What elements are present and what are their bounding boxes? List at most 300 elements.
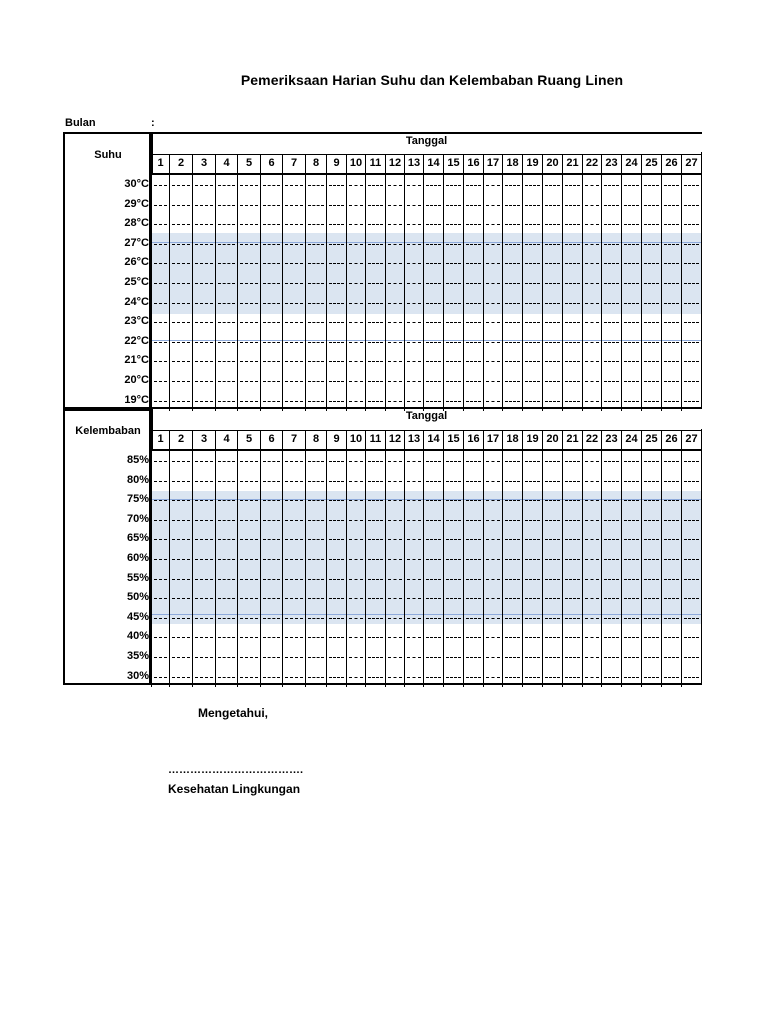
entry-cell[interactable] — [483, 332, 502, 352]
entry-cell[interactable] — [346, 647, 365, 667]
entry-cell[interactable] — [282, 549, 305, 569]
entry-cell[interactable] — [542, 490, 562, 510]
entry-cell[interactable] — [582, 510, 601, 530]
entry-cell[interactable] — [522, 253, 542, 273]
entry-cell[interactable] — [169, 371, 192, 391]
entry-cell[interactable] — [346, 451, 365, 471]
entry-cell[interactable] — [385, 490, 404, 510]
entry-cell[interactable] — [346, 371, 365, 391]
entry-cell[interactable] — [463, 510, 483, 530]
entry-cell[interactable] — [192, 253, 215, 273]
entry-cell[interactable] — [582, 608, 601, 628]
entry-cell[interactable] — [641, 451, 661, 471]
entry-cell[interactable] — [562, 253, 582, 273]
entry-cell[interactable] — [601, 490, 621, 510]
entry-cell[interactable] — [463, 351, 483, 371]
entry-cell[interactable] — [443, 510, 463, 530]
entry-cell[interactable] — [260, 588, 282, 608]
entry-cell[interactable] — [237, 588, 260, 608]
entry-cell[interactable] — [562, 273, 582, 293]
entry-cell[interactable] — [681, 253, 701, 273]
entry-cell[interactable] — [326, 234, 346, 254]
entry-cell[interactable] — [385, 312, 404, 332]
entry-cell[interactable] — [169, 253, 192, 273]
entry-cell[interactable] — [423, 490, 443, 510]
entry-cell[interactable] — [260, 234, 282, 254]
entry-cell[interactable] — [423, 253, 443, 273]
entry-cell[interactable] — [305, 175, 326, 195]
entry-cell[interactable] — [326, 332, 346, 352]
entry-cell[interactable] — [365, 293, 385, 313]
entry-cell[interactable] — [237, 351, 260, 371]
entry-cell[interactable] — [621, 214, 641, 234]
entry-cell[interactable] — [463, 529, 483, 549]
entry-cell[interactable] — [542, 529, 562, 549]
entry-cell[interactable] — [502, 529, 522, 549]
entry-cell[interactable] — [463, 214, 483, 234]
entry-cell[interactable] — [443, 569, 463, 589]
entry-cell[interactable] — [423, 451, 443, 471]
entry-cell[interactable] — [237, 569, 260, 589]
entry-cell[interactable] — [423, 351, 443, 371]
entry-cell[interactable] — [151, 332, 169, 352]
entry-cell[interactable] — [215, 471, 237, 491]
entry-cell[interactable] — [151, 273, 169, 293]
entry-cell[interactable] — [151, 312, 169, 332]
entry-cell[interactable] — [582, 195, 601, 215]
entry-cell[interactable] — [621, 175, 641, 195]
entry-cell[interactable] — [661, 529, 681, 549]
entry-cell[interactable] — [423, 293, 443, 313]
entry-cell[interactable] — [601, 253, 621, 273]
entry-cell[interactable] — [385, 627, 404, 647]
entry-cell[interactable] — [260, 312, 282, 332]
entry-cell[interactable] — [404, 351, 423, 371]
entry-cell[interactable] — [385, 332, 404, 352]
entry-cell[interactable] — [483, 371, 502, 391]
entry-cell[interactable] — [423, 214, 443, 234]
entry-cell[interactable] — [661, 627, 681, 647]
entry-cell[interactable] — [282, 371, 305, 391]
entry-cell[interactable] — [151, 549, 169, 569]
entry-cell[interactable] — [681, 608, 701, 628]
entry-cell[interactable] — [621, 312, 641, 332]
entry-cell[interactable] — [346, 510, 365, 530]
entry-cell[interactable] — [169, 608, 192, 628]
entry-cell[interactable] — [385, 549, 404, 569]
entry-cell[interactable] — [404, 332, 423, 352]
entry-cell[interactable] — [522, 214, 542, 234]
entry-cell[interactable] — [621, 371, 641, 391]
entry-cell[interactable] — [443, 608, 463, 628]
entry-cell[interactable] — [282, 234, 305, 254]
entry-cell[interactable] — [404, 608, 423, 628]
entry-cell[interactable] — [601, 451, 621, 471]
entry-cell[interactable] — [326, 569, 346, 589]
entry-cell[interactable] — [562, 510, 582, 530]
entry-cell[interactable] — [404, 471, 423, 491]
entry-cell[interactable] — [463, 490, 483, 510]
entry-cell[interactable] — [443, 332, 463, 352]
entry-cell[interactable] — [237, 471, 260, 491]
entry-cell[interactable] — [423, 569, 443, 589]
entry-cell[interactable] — [169, 490, 192, 510]
entry-cell[interactable] — [562, 351, 582, 371]
entry-cell[interactable] — [215, 175, 237, 195]
entry-cell[interactable] — [483, 312, 502, 332]
entry-cell[interactable] — [562, 332, 582, 352]
entry-cell[interactable] — [542, 569, 562, 589]
entry-cell[interactable] — [305, 273, 326, 293]
entry-cell[interactable] — [443, 175, 463, 195]
entry-cell[interactable] — [443, 214, 463, 234]
entry-cell[interactable] — [601, 234, 621, 254]
entry-cell[interactable] — [621, 451, 641, 471]
entry-cell[interactable] — [305, 253, 326, 273]
entry-cell[interactable] — [443, 312, 463, 332]
entry-cell[interactable] — [601, 549, 621, 569]
entry-cell[interactable] — [621, 253, 641, 273]
entry-cell[interactable] — [326, 351, 346, 371]
entry-cell[interactable] — [151, 195, 169, 215]
entry-cell[interactable] — [282, 627, 305, 647]
entry-cell[interactable] — [282, 332, 305, 352]
entry-cell[interactable] — [522, 175, 542, 195]
entry-cell[interactable] — [562, 588, 582, 608]
entry-cell[interactable] — [237, 214, 260, 234]
entry-cell[interactable] — [365, 569, 385, 589]
entry-cell[interactable] — [365, 588, 385, 608]
entry-cell[interactable] — [621, 234, 641, 254]
entry-cell[interactable] — [502, 608, 522, 628]
entry-cell[interactable] — [502, 627, 522, 647]
entry-cell[interactable] — [215, 371, 237, 391]
entry-cell[interactable] — [661, 588, 681, 608]
entry-cell[interactable] — [582, 647, 601, 667]
entry-cell[interactable] — [192, 627, 215, 647]
entry-cell[interactable] — [260, 214, 282, 234]
entry-cell[interactable] — [326, 627, 346, 647]
entry-cell[interactable] — [365, 510, 385, 530]
entry-cell[interactable] — [463, 253, 483, 273]
entry-cell[interactable] — [502, 253, 522, 273]
entry-cell[interactable] — [192, 471, 215, 491]
entry-cell[interactable] — [169, 471, 192, 491]
entry-cell[interactable] — [661, 195, 681, 215]
entry-cell[interactable] — [282, 490, 305, 510]
entry-cell[interactable] — [192, 451, 215, 471]
entry-cell[interactable] — [641, 471, 661, 491]
entry-cell[interactable] — [326, 647, 346, 667]
entry-cell[interactable] — [681, 549, 701, 569]
entry-cell[interactable] — [483, 510, 502, 530]
entry-cell[interactable] — [601, 273, 621, 293]
entry-cell[interactable] — [582, 529, 601, 549]
entry-cell[interactable] — [661, 490, 681, 510]
entry-cell[interactable] — [237, 293, 260, 313]
entry-cell[interactable] — [621, 627, 641, 647]
entry-cell[interactable] — [681, 273, 701, 293]
entry-cell[interactable] — [562, 549, 582, 569]
entry-cell[interactable] — [151, 471, 169, 491]
entry-cell[interactable] — [215, 529, 237, 549]
entry-cell[interactable] — [237, 371, 260, 391]
entry-cell[interactable] — [483, 253, 502, 273]
entry-cell[interactable] — [404, 273, 423, 293]
entry-cell[interactable] — [215, 234, 237, 254]
entry-cell[interactable] — [282, 569, 305, 589]
entry-cell[interactable] — [483, 608, 502, 628]
entry-cell[interactable] — [621, 332, 641, 352]
entry-cell[interactable] — [463, 549, 483, 569]
entry-cell[interactable] — [326, 608, 346, 628]
entry-cell[interactable] — [542, 293, 562, 313]
entry-cell[interactable] — [305, 588, 326, 608]
entry-cell[interactable] — [215, 451, 237, 471]
entry-cell[interactable] — [151, 253, 169, 273]
entry-cell[interactable] — [346, 351, 365, 371]
entry-cell[interactable] — [404, 451, 423, 471]
entry-cell[interactable] — [305, 351, 326, 371]
entry-cell[interactable] — [326, 312, 346, 332]
entry-cell[interactable] — [582, 351, 601, 371]
entry-cell[interactable] — [483, 529, 502, 549]
entry-cell[interactable] — [326, 451, 346, 471]
entry-cell[interactable] — [661, 471, 681, 491]
entry-cell[interactable] — [215, 588, 237, 608]
entry-cell[interactable] — [326, 195, 346, 215]
entry-cell[interactable] — [365, 490, 385, 510]
entry-cell[interactable] — [385, 234, 404, 254]
entry-cell[interactable] — [151, 293, 169, 313]
entry-cell[interactable] — [661, 510, 681, 530]
entry-cell[interactable] — [346, 608, 365, 628]
entry-cell[interactable] — [346, 234, 365, 254]
entry-cell[interactable] — [169, 332, 192, 352]
entry-cell[interactable] — [365, 351, 385, 371]
entry-cell[interactable] — [385, 451, 404, 471]
entry-cell[interactable] — [282, 253, 305, 273]
entry-cell[interactable] — [562, 312, 582, 332]
entry-cell[interactable] — [522, 490, 542, 510]
entry-cell[interactable] — [463, 569, 483, 589]
entry-cell[interactable] — [621, 195, 641, 215]
entry-cell[interactable] — [542, 627, 562, 647]
entry-cell[interactable] — [542, 510, 562, 530]
entry-cell[interactable] — [681, 569, 701, 589]
entry-cell[interactable] — [215, 351, 237, 371]
entry-cell[interactable] — [601, 588, 621, 608]
entry-cell[interactable] — [601, 371, 621, 391]
entry-cell[interactable] — [542, 214, 562, 234]
entry-cell[interactable] — [151, 351, 169, 371]
entry-cell[interactable] — [385, 253, 404, 273]
entry-cell[interactable] — [237, 608, 260, 628]
entry-cell[interactable] — [192, 588, 215, 608]
entry-cell[interactable] — [621, 510, 641, 530]
entry-cell[interactable] — [641, 647, 661, 667]
entry-cell[interactable] — [365, 234, 385, 254]
entry-cell[interactable] — [601, 351, 621, 371]
entry-cell[interactable] — [443, 234, 463, 254]
entry-cell[interactable] — [601, 175, 621, 195]
entry-cell[interactable] — [192, 175, 215, 195]
entry-cell[interactable] — [621, 608, 641, 628]
entry-cell[interactable] — [562, 195, 582, 215]
entry-cell[interactable] — [215, 195, 237, 215]
entry-cell[interactable] — [601, 293, 621, 313]
entry-cell[interactable] — [582, 569, 601, 589]
entry-cell[interactable] — [463, 371, 483, 391]
entry-cell[interactable] — [502, 195, 522, 215]
entry-cell[interactable] — [404, 647, 423, 667]
entry-cell[interactable] — [305, 214, 326, 234]
entry-cell[interactable] — [641, 608, 661, 628]
entry-cell[interactable] — [562, 214, 582, 234]
entry-cell[interactable] — [215, 510, 237, 530]
entry-cell[interactable] — [385, 351, 404, 371]
entry-cell[interactable] — [192, 273, 215, 293]
entry-cell[interactable] — [463, 647, 483, 667]
entry-cell[interactable] — [169, 351, 192, 371]
entry-cell[interactable] — [621, 549, 641, 569]
entry-cell[interactable] — [260, 253, 282, 273]
entry-cell[interactable] — [305, 371, 326, 391]
entry-cell[interactable] — [463, 627, 483, 647]
entry-cell[interactable] — [463, 451, 483, 471]
entry-cell[interactable] — [260, 490, 282, 510]
entry-cell[interactable] — [282, 510, 305, 530]
entry-cell[interactable] — [443, 195, 463, 215]
entry-cell[interactable] — [385, 569, 404, 589]
entry-cell[interactable] — [681, 588, 701, 608]
entry-cell[interactable] — [483, 588, 502, 608]
entry-cell[interactable] — [260, 293, 282, 313]
entry-cell[interactable] — [365, 451, 385, 471]
entry-cell[interactable] — [282, 175, 305, 195]
entry-cell[interactable] — [681, 451, 701, 471]
entry-cell[interactable] — [582, 175, 601, 195]
entry-cell[interactable] — [522, 510, 542, 530]
entry-cell[interactable] — [522, 647, 542, 667]
entry-cell[interactable] — [483, 627, 502, 647]
entry-cell[interactable] — [151, 569, 169, 589]
entry-cell[interactable] — [483, 490, 502, 510]
entry-cell[interactable] — [305, 234, 326, 254]
entry-cell[interactable] — [443, 451, 463, 471]
entry-cell[interactable] — [151, 490, 169, 510]
entry-cell[interactable] — [562, 529, 582, 549]
entry-cell[interactable] — [192, 312, 215, 332]
entry-cell[interactable] — [326, 490, 346, 510]
entry-cell[interactable] — [215, 273, 237, 293]
entry-cell[interactable] — [282, 529, 305, 549]
entry-cell[interactable] — [282, 312, 305, 332]
entry-cell[interactable] — [661, 569, 681, 589]
entry-cell[interactable] — [681, 471, 701, 491]
entry-cell[interactable] — [365, 647, 385, 667]
entry-cell[interactable] — [641, 371, 661, 391]
entry-cell[interactable] — [601, 627, 621, 647]
entry-cell[interactable] — [385, 195, 404, 215]
entry-cell[interactable] — [621, 569, 641, 589]
entry-cell[interactable] — [502, 549, 522, 569]
entry-cell[interactable] — [562, 371, 582, 391]
entry-cell[interactable] — [237, 312, 260, 332]
entry-cell[interactable] — [346, 549, 365, 569]
entry-cell[interactable] — [463, 588, 483, 608]
entry-cell[interactable] — [385, 371, 404, 391]
entry-cell[interactable] — [192, 510, 215, 530]
entry-cell[interactable] — [169, 175, 192, 195]
entry-cell[interactable] — [260, 451, 282, 471]
entry-cell[interactable] — [582, 214, 601, 234]
entry-cell[interactable] — [681, 234, 701, 254]
entry-cell[interactable] — [502, 451, 522, 471]
entry-cell[interactable] — [522, 549, 542, 569]
entry-cell[interactable] — [542, 647, 562, 667]
entry-cell[interactable] — [443, 273, 463, 293]
entry-cell[interactable] — [621, 490, 641, 510]
entry-cell[interactable] — [215, 490, 237, 510]
entry-cell[interactable] — [661, 371, 681, 391]
entry-cell[interactable] — [582, 234, 601, 254]
entry-cell[interactable] — [326, 273, 346, 293]
entry-cell[interactable] — [621, 351, 641, 371]
entry-cell[interactable] — [260, 273, 282, 293]
entry-cell[interactable] — [169, 588, 192, 608]
entry-cell[interactable] — [169, 529, 192, 549]
entry-cell[interactable] — [365, 332, 385, 352]
entry-cell[interactable] — [346, 627, 365, 647]
entry-cell[interactable] — [404, 569, 423, 589]
entry-cell[interactable] — [443, 351, 463, 371]
entry-cell[interactable] — [346, 273, 365, 293]
entry-cell[interactable] — [641, 253, 661, 273]
entry-cell[interactable] — [681, 332, 701, 352]
entry-cell[interactable] — [562, 627, 582, 647]
entry-cell[interactable] — [385, 529, 404, 549]
entry-cell[interactable] — [483, 471, 502, 491]
entry-cell[interactable] — [661, 332, 681, 352]
entry-cell[interactable] — [215, 214, 237, 234]
entry-cell[interactable] — [169, 510, 192, 530]
entry-cell[interactable] — [237, 195, 260, 215]
entry-cell[interactable] — [502, 510, 522, 530]
entry-cell[interactable] — [463, 293, 483, 313]
entry-cell[interactable] — [423, 175, 443, 195]
entry-cell[interactable] — [423, 273, 443, 293]
entry-cell[interactable] — [151, 588, 169, 608]
entry-cell[interactable] — [365, 253, 385, 273]
entry-cell[interactable] — [404, 510, 423, 530]
entry-cell[interactable] — [522, 351, 542, 371]
entry-cell[interactable] — [346, 588, 365, 608]
entry-cell[interactable] — [661, 214, 681, 234]
entry-cell[interactable] — [601, 471, 621, 491]
entry-cell[interactable] — [542, 588, 562, 608]
entry-cell[interactable] — [502, 569, 522, 589]
entry-cell[interactable] — [260, 647, 282, 667]
entry-cell[interactable] — [305, 293, 326, 313]
entry-cell[interactable] — [582, 332, 601, 352]
entry-cell[interactable] — [661, 253, 681, 273]
entry-cell[interactable] — [443, 490, 463, 510]
entry-cell[interactable] — [169, 234, 192, 254]
entry-cell[interactable] — [522, 608, 542, 628]
entry-cell[interactable] — [404, 234, 423, 254]
entry-cell[interactable] — [192, 195, 215, 215]
